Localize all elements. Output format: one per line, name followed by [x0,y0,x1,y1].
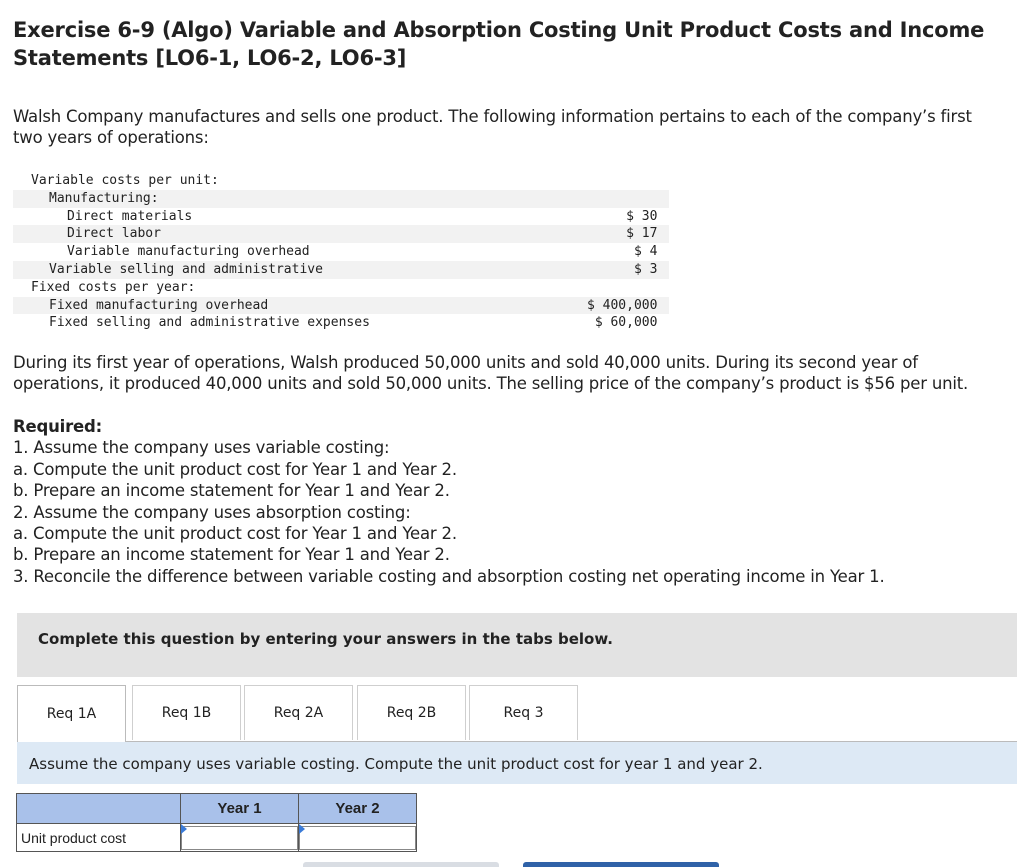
tab-instruction [17,742,1017,784]
table-row [13,261,669,279]
answer-row [17,824,417,852]
required-item: 1. Assume the company uses variable costing: [13,438,390,458]
required-item: b. Prepare an income statement for Year 1 and Year 2. [13,481,450,501]
required-item: a. Compute the unit product cost for Year 1 and Year 2. [13,459,457,479]
table-row [13,208,669,226]
row-label: Variable manufacturing overhead [67,244,310,260]
row-value: $ 60,000 [594,315,658,331]
row-value: $ 17 [587,225,657,243]
row-label: Fixed costs per year: [31,279,196,295]
row-label: Fixed manufacturing overhead [13,297,587,315]
required-item: 2. Assume the company uses absorption costing: [13,502,411,522]
row-value: $ 400,000 [587,297,658,313]
intro-text: Walsh Company manufactures and sells one product. The following information pertains to each of the company’s first two years of operations: [13,107,972,147]
tab-req-3[interactable]: Req 3 [469,685,578,740]
banner-text: Complete this question by entering your answers in the tabs below. [38,630,613,648]
row-label: Fixed selling and administrative expenses [49,315,370,331]
instructions-banner [17,613,1017,677]
required-item: b. Prepare an income statement for Year 1 and Year 2. [13,545,450,565]
row-value [587,190,657,208]
input-marker-icon [181,824,187,834]
cost-data-table [13,172,669,332]
year-1-unit-cost-input[interactable] [181,826,298,850]
table-row [13,297,669,315]
row-value [587,279,657,297]
header-blank [17,794,181,824]
year-1-cell [181,824,299,852]
row-value: $ 3 [587,261,657,279]
header-year-1: Year 1 [181,794,299,824]
row-label: Variable selling and administrative [13,261,587,279]
table-row [13,243,669,261]
row-value [587,172,657,190]
header-year-2: Year 2 [299,794,417,824]
required-heading: Required: [13,417,103,436]
year-2-cell [299,824,417,852]
table-row [13,225,669,243]
exercise-title: Exercise 6-9 (Algo) Variable and Absorption Costing Unit Product Costs and Income Statements [LO6-1, LO6-2, LO6-3] [13,18,985,70]
required-item: 3. Reconcile the difference between variable costing and absorption costing net operating income in Year 1. [13,566,885,586]
row-label: Manufacturing: [13,190,587,208]
input-marker-icon [299,824,305,834]
row-label: Variable costs per unit: [31,173,219,188]
tab-req-1b[interactable]: Req 1B [132,685,241,740]
required-section [13,416,1003,587]
table-row [13,279,669,297]
next-button[interactable] [523,862,719,867]
table-row [13,172,669,190]
tab-req-2a[interactable]: Req 2A [244,685,353,740]
row-label: Direct materials [67,208,193,224]
production-text: During its first year of operations, Walsh produced 50,000 units and sold 40,000 units. During its second year of operations, it produced 40,000 units and sold 50,000 units. The selling price of the company’s product is $56 per unit. [13,353,969,393]
year-2-unit-cost-input[interactable] [299,826,416,850]
required-item: a. Compute the unit product cost for Year 1 and Year 2. [13,524,457,544]
unit-product-cost-label: Unit product cost [17,824,181,852]
answer-header-row [17,794,417,824]
prev-button[interactable] [303,862,499,867]
row-value: $ 4 [633,244,658,260]
row-value: $ 30 [626,208,658,224]
table-row [13,190,669,208]
table-row [13,314,669,332]
tab-req-1a[interactable]: Req 1A [17,685,126,742]
instruction-text: Assume the company uses variable costing. Compute the unit product cost for year 1 and year 2. [29,755,763,773]
row-label: Direct labor [13,225,587,243]
answer-table [16,793,417,852]
tab-req-2b[interactable]: Req 2B [357,685,466,740]
